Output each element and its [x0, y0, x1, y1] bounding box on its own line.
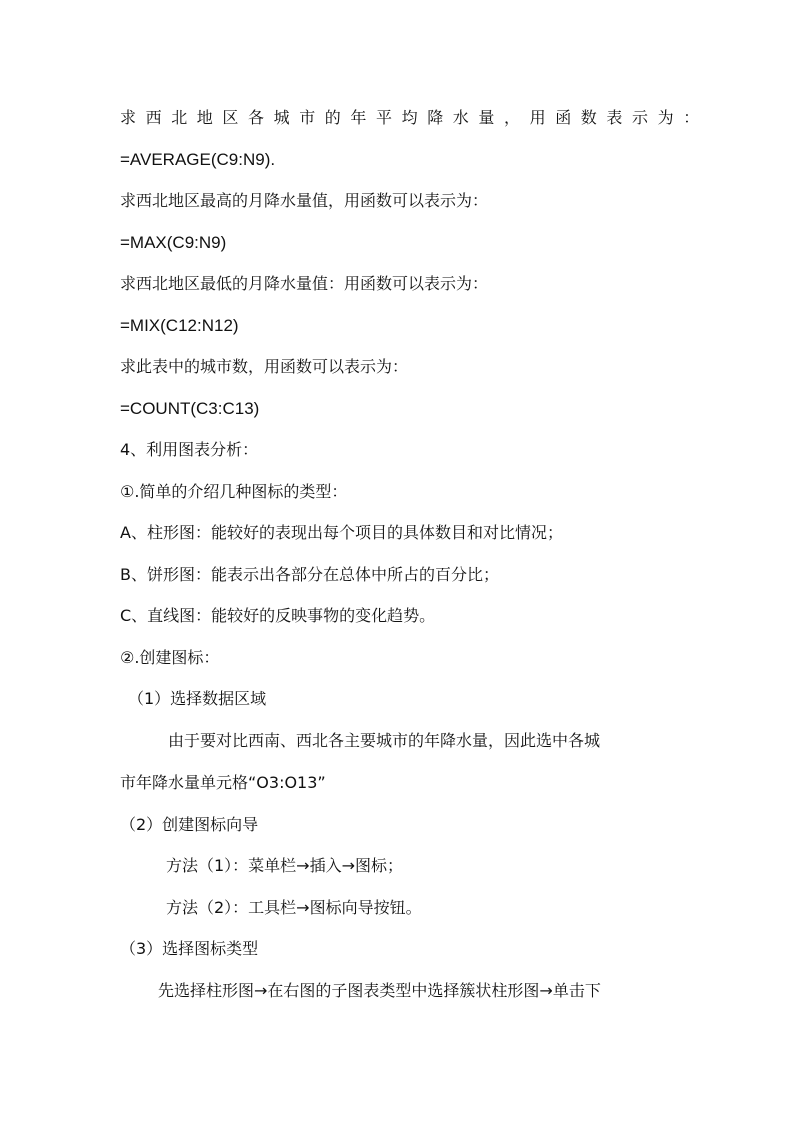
paragraph-chart-type-instructions: 先选择柱形图→在右图的子图表类型中选择簇状柱形图→单击下 [158, 981, 601, 1000]
text-line-annual-average-question: 求西北地区各城市的年平均降水量，用函数表示为： [120, 108, 709, 127]
paragraph-select-data-line-1: 由于要对比西南、西北各主要城市的年降水量，因此选中各城 [168, 731, 601, 750]
list-item-bar-chart: A、柱形图：能较好的表现出每个项目的具体数目和对比情况； [120, 523, 563, 542]
step-select-data: （1）选择数据区域 [128, 689, 267, 708]
text-line-count-question: 求此表中的城市数，用函数可以表示为： [120, 357, 409, 376]
list-item-pie-chart: B、饼形图：能表示出各部分在总体中所占的百分比； [120, 565, 499, 584]
subsection-create-chart: ②.创建图标： [120, 648, 220, 667]
subsection-chart-types: ①.简单的介绍几种图标的类型： [120, 482, 348, 501]
method-one: 方法（1）：菜单栏→插入→图标； [166, 856, 403, 875]
list-item-line-chart: C、直线图：能较好的反映事物的变化趋势。 [120, 606, 436, 625]
step-select-chart-type: （3）选择图标类型 [120, 939, 259, 958]
formula-average: =AVERAGE(C9:N9). [120, 150, 276, 169]
formula-mix: =MIX(C12:N12) [120, 316, 239, 335]
method-two: 方法（2）：工具栏→图标向导按钮。 [166, 898, 422, 917]
step-chart-wizard: （2）创建图标向导 [120, 815, 259, 834]
text-line-min-question: 求西北地区最低的月降水量值：用函数可以表示为： [120, 274, 489, 293]
paragraph-select-data-line-2: 市年降水量单元格“O3:O13” [120, 773, 326, 792]
formula-max: =MAX(C9:N9) [120, 233, 227, 252]
formula-count: =COUNT(C3:C13) [120, 399, 260, 418]
section-heading-chart-analysis: 4、利用图表分析： [120, 440, 259, 459]
text-line-max-question: 求西北地区最高的月降水量值，用函数可以表示为： [120, 191, 489, 210]
